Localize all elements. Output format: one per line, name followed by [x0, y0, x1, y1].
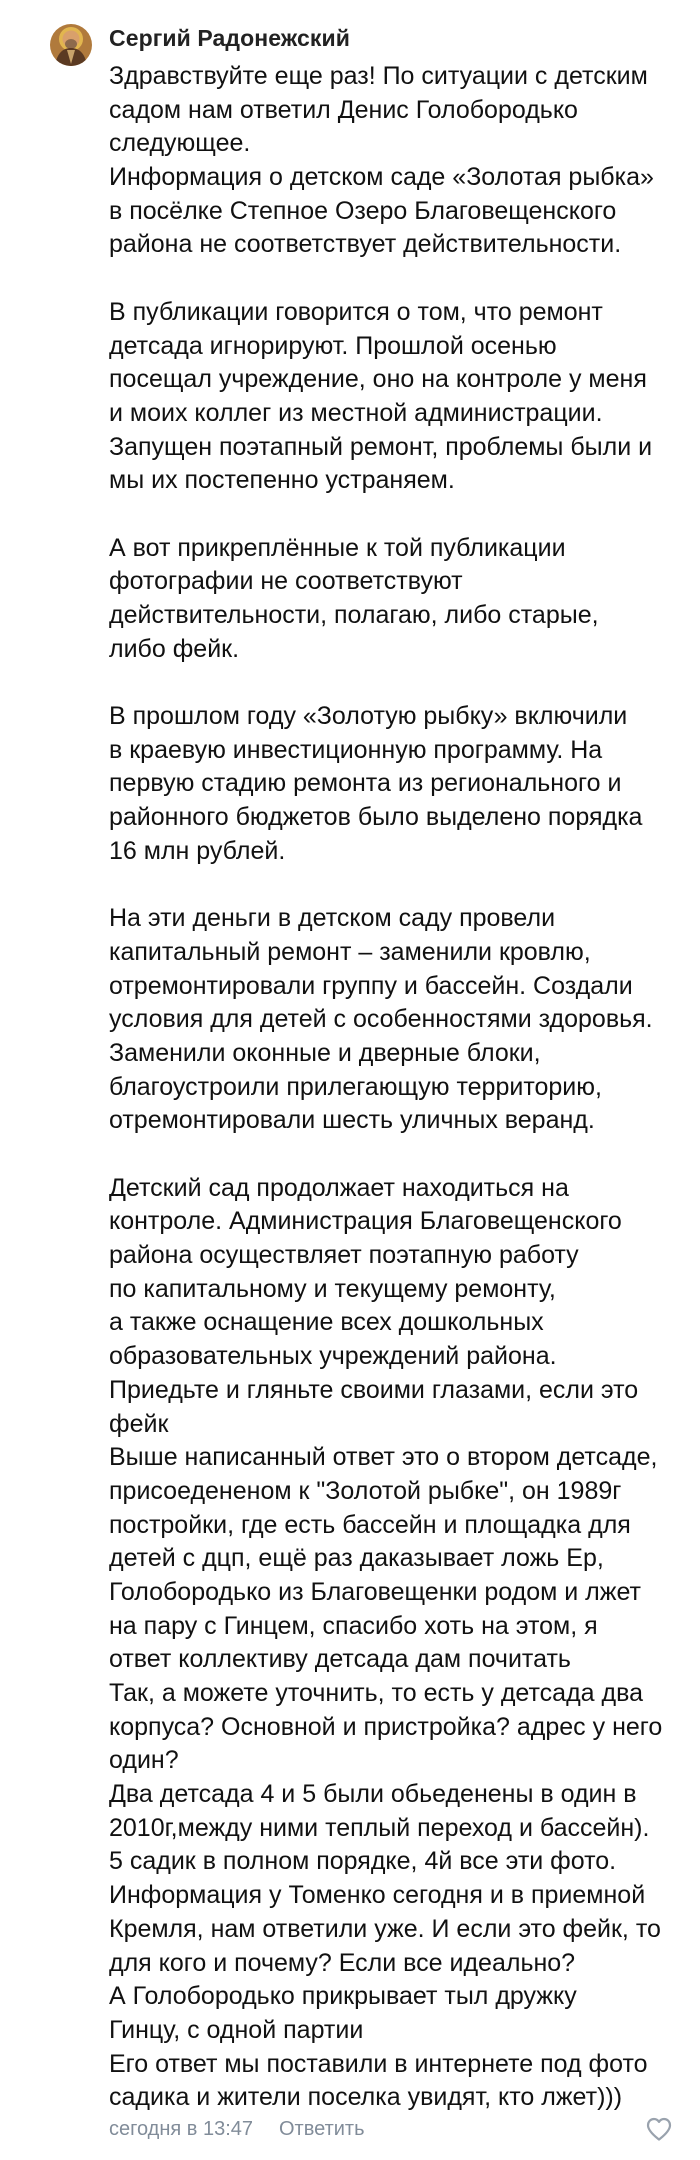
comment-line: Приедьте и гляньте своими глазами, если это — [109, 1375, 639, 1404]
like-button[interactable] — [645, 2116, 673, 2142]
comment-line: и моих коллег из местной администрации. — [109, 398, 603, 427]
comment-line: в краевую инвестиционную программу. На — [109, 735, 603, 764]
comment-line: района не соответствует действительности. — [109, 230, 622, 259]
comment-line: детсада игнорируют. Прошлой осенью — [109, 331, 557, 360]
paragraph-gap — [109, 666, 684, 700]
author-name[interactable]: Сергий Радонежский — [109, 25, 350, 51]
comment-line: ответ коллективу детсада дам почитать — [109, 1645, 571, 1674]
comment-line: фотографии не соответствуют — [109, 567, 463, 596]
comment-line: условия для детей с особенностями здоровья. — [109, 1005, 653, 1034]
comment-line: первую стадию ремонта из регионального и — [109, 769, 622, 798]
comment-line: Голобородько из Благовещенки родом и лжет — [109, 1577, 641, 1606]
comment-line: Запущен поэтапный ремонт, проблемы были и — [109, 432, 653, 461]
comment-line: В прошлом году «Золотую рыбку» включили — [109, 702, 628, 731]
comment-line: Детский сад продолжает находиться на — [109, 1173, 569, 1202]
comment-line: корпуса? Основной и пристройка? адрес у него — [109, 1712, 663, 1741]
saint-icon — [50, 24, 92, 66]
comment-line: фейк — [109, 1409, 169, 1438]
comment-line: 16 млн рублей. — [109, 836, 286, 865]
comment-line: Информация о детском саде «Золотая рыбка» — [109, 163, 654, 192]
comment-line: районного бюджетов было выделено порядка — [109, 803, 643, 832]
comment-line: в посёлке Степное Озеро Благовещенского — [109, 196, 617, 225]
comment-line: района осуществляет поэтапную работу — [109, 1241, 579, 1270]
comment-line: На эти деньги в детском саду провели — [109, 904, 556, 933]
comment-line: Гинцу, с одной партии — [109, 2015, 364, 2044]
comment-line: Здравствуйте еще раз! По ситуации с детским — [109, 62, 648, 90]
comment-line: образовательных учреждений района. — [109, 1342, 557, 1371]
comment-line: отремонтировали группу и бассейн. Создали — [109, 971, 633, 1000]
comment-line: либо фейк. — [109, 634, 240, 663]
reply-button[interactable]: Ответить — [279, 2117, 365, 2140]
comment-line: Кремля, нам ответили уже. И если это фейк, то — [109, 1914, 661, 1943]
paragraph-gap — [109, 498, 684, 532]
comment-line: капитальный ремонт – заменили кровлю, — [109, 937, 591, 966]
comment-line: контроле. Администрация Благовещенского — [109, 1207, 622, 1236]
comment-line: Так, а можете уточнить, то есть у детсада два — [109, 1679, 643, 1707]
comment-line: присоедененом к "Золотой рыбке", он 1989г — [109, 1476, 622, 1505]
comment-line: Два детсада 4 и 5 были обьеденены в один в — [109, 1780, 637, 1809]
comment-line: Заменили оконные и дверные блоки, — [109, 1038, 541, 1067]
comment-line: мы их постепенно устраняем. — [109, 466, 455, 495]
avatar[interactable] — [50, 24, 92, 66]
comment-text — [109, 60, 684, 2115]
paragraph-gap — [109, 1138, 684, 1172]
comment-line: Его ответ мы поставили в интернете под фото — [109, 2049, 648, 2078]
comment-line: а также оснащение всех дошкольных — [109, 1308, 544, 1337]
comment-line: постройки, где есть бассейн и площадка для — [109, 1510, 631, 1539]
timestamp[interactable]: сегодня в 13:47 — [109, 2117, 253, 2140]
comment-line: А вот прикреплённые к той публикации — [109, 533, 566, 562]
comment-line: один? — [109, 1746, 179, 1775]
comment-line: Информация у Томенко сегодня и в приемной — [109, 1881, 646, 1910]
comment-line: действительности, полагаю, либо старые, — [109, 601, 599, 629]
comment-line: отремонтировали шесть уличных веранд. — [109, 1106, 595, 1135]
comment-line: благоустроили прилегающую территорию, — [109, 1072, 602, 1101]
comment-line: садом нам ответил Денис Голобородько — [109, 95, 578, 124]
comment-line: на пару с Гинцем, спасибо хоть на этом, я — [109, 1611, 598, 1640]
comment-line: В публикации говорится о том, что ремонт — [109, 297, 603, 326]
heart-outline-icon — [645, 2116, 673, 2142]
comment-line: посещал учреждение, оно на контроле у меня — [109, 365, 647, 394]
comment-line: следующее. — [109, 129, 251, 158]
paragraph-gap — [109, 262, 684, 296]
comment-line: по капитальному и текущему ремонту, — [109, 1274, 556, 1303]
comment-meta — [109, 2114, 365, 2144]
comment-line: для кого и почему? Если все идеально? — [109, 1948, 576, 1977]
comment-line: 5 садик в полном порядке, 4й все эти фото. — [109, 1847, 617, 1876]
comment-line: А Голобородько прикрывает тыл дружку — [109, 1982, 577, 2011]
comment-line: 2010г,между ними теплый переход и бассейн). — [109, 1813, 650, 1842]
paragraph-gap — [109, 869, 684, 903]
comment-line: садика и жители поселка увидят, кто лжет))) — [109, 2083, 623, 2112]
comment-line: детей с дцп, ещё раз даказывает ложь Ер, — [109, 1544, 604, 1573]
comment-line: Выше написанный ответ это о втором детсаде, — [109, 1443, 658, 1472]
